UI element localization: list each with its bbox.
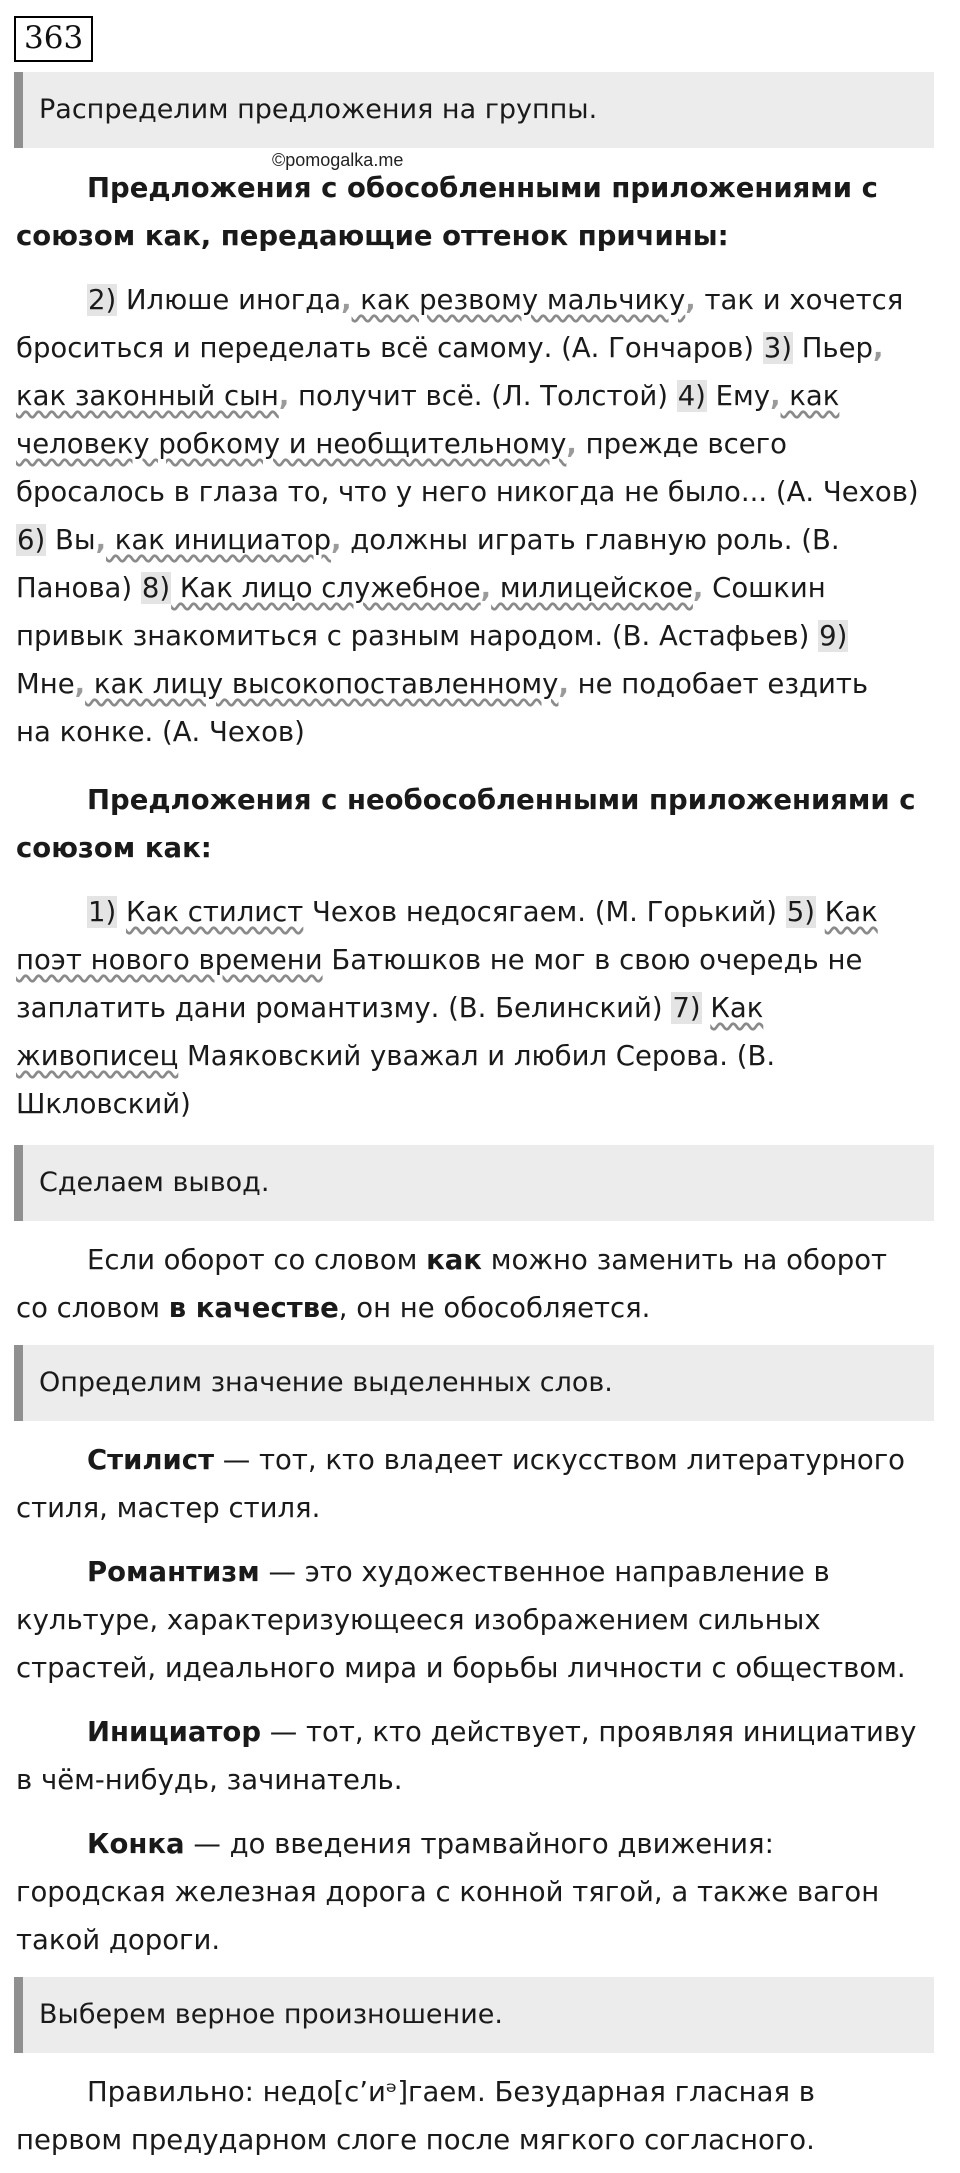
- def-romantizm: Романтизм — это художественное направление в: [87, 1556, 830, 1588]
- heading-isolated: Предложения с обособленными приложениями с: [87, 172, 878, 204]
- sentence-number: 4): [677, 380, 706, 412]
- conclusion-line1: Если оборот со словом как можно заменить на оборот: [87, 1244, 888, 1276]
- band-text: Определим значение выделенных слов.: [39, 1367, 613, 1398]
- band-text: Выберем верное произношение.: [39, 1999, 503, 2030]
- sentence-number: 1): [88, 896, 117, 928]
- group1-line6: 6) Вы, как инициатор, должны играть главную роль. (В.: [17, 524, 840, 556]
- def-konka-line2: городская железная дорога с конной тягой, а также вагон: [16, 1876, 880, 1908]
- term: Стилист: [87, 1444, 215, 1476]
- group2-line2: поэт нового времени Батюшков не мог в свою очередь не: [16, 944, 863, 976]
- heading-isolated-line2: союзом как, передающие оттенок причины:: [16, 220, 729, 252]
- appositive: Как стилист: [125, 896, 304, 928]
- section-band-pronunciation: [14, 1977, 934, 2053]
- group1-line10: на конке. (А. Чехов): [16, 716, 305, 748]
- group1-line5: бросалось в глаза то, что у него никогда не было... (А. Чехов): [16, 476, 919, 508]
- group1-line7: Панова) 8) Как лицо служебное, милицейское, Сошкин: [16, 572, 826, 604]
- appositive: человеку робкому и необщительному: [16, 428, 567, 460]
- watermark: ©pomogalka.me: [272, 150, 404, 170]
- band-text: Сделаем вывод.: [39, 1167, 270, 1198]
- def-konka: Конка — до введения трамвайного движения:: [87, 1828, 774, 1860]
- section-band-definitions: [14, 1345, 934, 1421]
- sentence-number: 9): [819, 620, 848, 652]
- sentence-number: 3): [763, 332, 793, 364]
- pronunciation-line2: первом предударном слоге после мягкого согласного.: [16, 2124, 815, 2156]
- sentence-number: 2): [88, 284, 117, 316]
- group1-line2: броситься и переделать всё самому. (А. Гончаров) 3) Пьер,: [16, 332, 884, 364]
- appositive: как инициатор: [106, 524, 332, 556]
- def-konka-line3: такой дороги.: [16, 1924, 221, 1956]
- group2-line5: Шкловский): [16, 1088, 191, 1120]
- def-romantizm-line2: культуре, характеризующееся изображением сильных: [16, 1604, 821, 1636]
- term: Конка: [87, 1828, 185, 1860]
- appositive: Как лицо служебное: [171, 572, 481, 604]
- appositive: живописец: [16, 1040, 179, 1072]
- exercise-number: 363: [14, 16, 93, 62]
- group1-line4: человеку робкому и необщительному, прежде всего: [16, 428, 787, 460]
- sentence-number: 7): [672, 992, 701, 1024]
- def-stilist: Стилист — тот, кто владеет искусством литературного: [87, 1444, 905, 1476]
- section-band-distribute: [14, 72, 934, 148]
- appositive: как законный сын: [16, 380, 279, 412]
- group2-line4: живописец Маяковский уважал и любил Серова. (В.: [16, 1040, 776, 1072]
- term: Инициатор: [87, 1716, 262, 1748]
- def-stilist-line2: стиля, мастер стиля.: [16, 1492, 321, 1524]
- group2-line1: 1) Как стилист Чехов недосягаем. (М. Горький) 5) Как: [88, 896, 878, 928]
- group1-line3: как законный сын, получит всё. (Л. Толстой) 4) Ему, как: [16, 380, 840, 412]
- band-text: Распределим предложения на группы.: [39, 94, 598, 125]
- def-iniciator-line2: в чём-нибудь, зачинатель.: [16, 1764, 403, 1796]
- term: Романтизм: [87, 1556, 260, 1588]
- def-romantizm-line3: страстей, идеального мира и борьбы личности с обществом.: [16, 1652, 906, 1684]
- sentence-number: 5): [786, 896, 815, 928]
- pronunciation-line1: Правильно: недо[с’иᵊ]гаем. Безударная гласная в: [87, 2076, 815, 2108]
- section-band-conclusion: [14, 1145, 934, 1221]
- group2-line3: заплатить дани романтизму. (В. Белинский) 7) Как: [16, 992, 764, 1024]
- sentence-number: 6): [17, 524, 46, 556]
- heading-non-isolated-line2: союзом как:: [16, 832, 212, 864]
- group1-line8: привык знакомиться с разным народом. (В. Астафьев) 9): [16, 620, 848, 652]
- group1-line9: Мне, как лицу высокопоставленному, не подобает ездить: [16, 668, 869, 700]
- heading-non-isolated: Предложения с необособленными приложениями с: [87, 784, 916, 816]
- sentence-number: 8): [141, 572, 171, 604]
- group1-line1: 2) Илюше иногда, как резвому мальчику, так и хочется: [88, 284, 904, 316]
- appositive: как лицу высокопоставленному: [85, 668, 559, 700]
- appositive: поэт нового времени: [16, 944, 323, 976]
- def-iniciator: Инициатор — тот, кто действует, проявляя инициативу: [87, 1716, 917, 1748]
- conclusion-line2: со словом в качестве, он не обособляется.: [16, 1292, 651, 1324]
- appositive: как резвому мальчику: [351, 284, 686, 316]
